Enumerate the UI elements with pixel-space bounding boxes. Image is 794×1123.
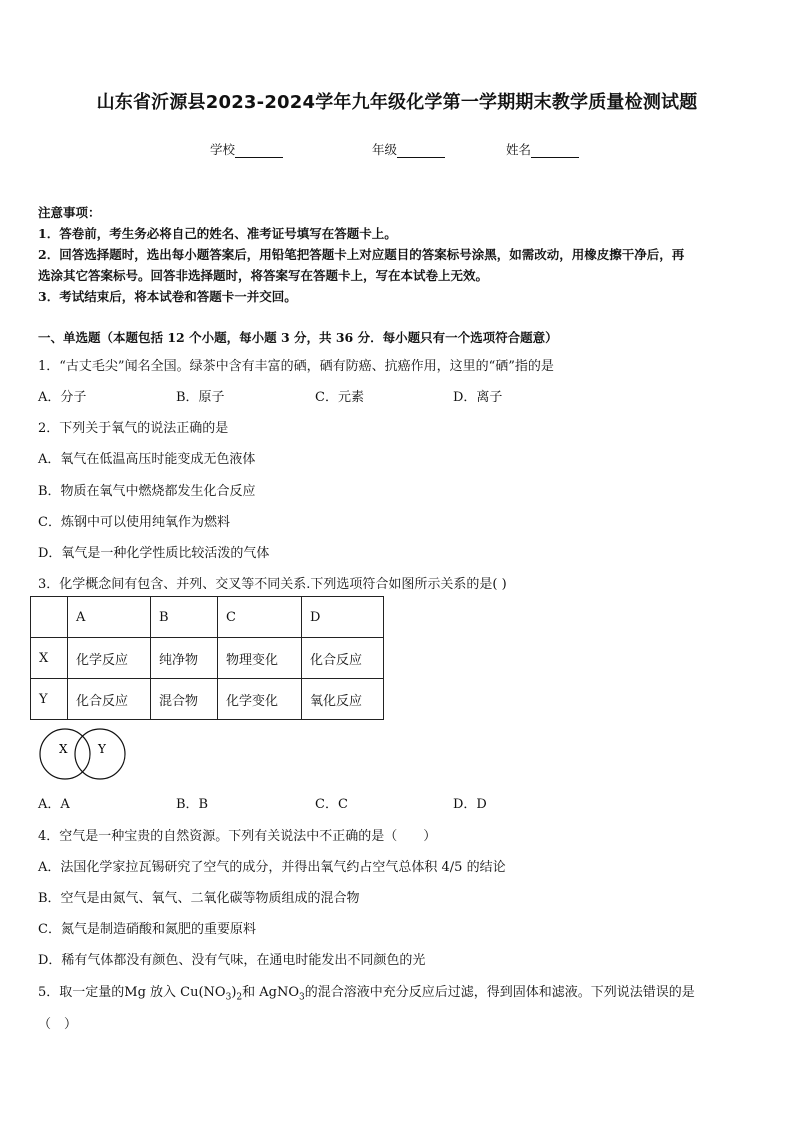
notes-item-3: 3．考试结束后，将本试卷和答题卡一并交回。 — [38, 289, 297, 304]
name-field — [506, 140, 579, 158]
q2-stem: 2．下列关于氧气的说法正确的是 — [38, 421, 229, 436]
q3-option-b: B．B — [176, 797, 209, 812]
q1-option-b: B．原子 — [176, 390, 225, 405]
table-row — [31, 679, 384, 720]
name-label: 姓名 — [506, 142, 532, 157]
q3-option-a: A．A — [38, 797, 70, 812]
table-cell: B — [151, 597, 218, 638]
school-field — [210, 140, 283, 158]
name-blank — [531, 144, 579, 158]
q5-stem-part4: 的混合溶液中充分反应后过滤，得到固体和滤液。下列说法错误的是 — [304, 985, 695, 1000]
q5-stem — [38, 981, 695, 1003]
q4-option-a: A．法国化学家拉瓦锡研究了空气的成分，并得出氧气约占空气总体积 4/5 的结论 — [38, 860, 506, 875]
notes-item-2-cont: 选涂其它答案标号。回答非选择题时，将答案写在答题卡上，写在本试卷上无效。 — [38, 268, 489, 283]
q1-option-d: D．离子 — [453, 390, 503, 405]
q5-answer-paren: （ ） — [38, 1017, 78, 1032]
q1-stem: 1．“古丈毛尖”闻名全国。绿茶中含有丰富的硒，硒有防癌、抗癌作用，这里的“硒”指的是 — [38, 359, 554, 374]
notes-item-1: 1．答卷前，考生务必将自己的姓名、准考证号填写在答题卡上。 — [38, 226, 397, 241]
table-cell: Y — [31, 679, 68, 720]
q2-option-d: D．氧气是一种化学性质比较活泼的气体 — [38, 546, 270, 561]
q3-option-d: D．D — [453, 797, 487, 812]
q5-subscript: 3 — [299, 992, 305, 1003]
table-cell: 纯净物 — [151, 638, 218, 679]
q4-stem: 4．空气是一种宝贵的自然资源。下列有关说法中不正确的是（ ） — [38, 829, 437, 844]
table-cell: 化合反应 — [302, 638, 384, 679]
table-cell — [31, 597, 68, 638]
q5-stem-part3: 和 AgNO — [242, 985, 300, 1000]
q5-stem-part2: ) — [231, 985, 237, 1000]
grade-label: 年级 — [372, 142, 398, 157]
q4-option-b: B．空气是由氮气、氧气、二氧化碳等物质组成的混合物 — [38, 891, 360, 906]
table-cell: X — [31, 638, 68, 679]
school-label: 学校 — [210, 142, 236, 157]
page-title: 山东省沂源县2023-2024学年九年级化学第一学期期末教学质量检测试题 — [96, 92, 698, 113]
q3-table — [30, 596, 384, 720]
table-cell: 化合反应 — [68, 679, 151, 720]
table-row — [31, 638, 384, 679]
grade-blank — [397, 144, 445, 158]
table-header-row — [31, 597, 384, 638]
section-heading: 一、单选题（本题包括 12 个小题，每小题 3 分，共 36 分．每小题只有一个选项符合题意） — [38, 330, 558, 345]
venn-label-x: X — [59, 742, 68, 756]
venn-label-y: Y — [98, 742, 106, 756]
table-cell: 氧化反应 — [302, 679, 384, 720]
q5-subscript: 2 — [236, 992, 243, 1003]
table-cell: D — [302, 597, 384, 638]
q5-subscript: 3 — [225, 992, 232, 1003]
table-cell: 化学反应 — [68, 638, 151, 679]
q5-stem-part1: 5．取一定量的Mg 放入 Cu(NO — [38, 985, 226, 1000]
notes-heading: 注意事项： — [38, 205, 101, 220]
venn-diagram — [38, 728, 130, 782]
q1-option-c: C．元素 — [315, 390, 364, 405]
table-cell: 混合物 — [151, 679, 218, 720]
q2-option-b: B．物质在氧气中燃烧都发生化合反应 — [38, 484, 256, 499]
table-cell: 化学变化 — [218, 679, 302, 720]
q3-option-c: C．C — [315, 797, 348, 812]
table-cell: 物理变化 — [218, 638, 302, 679]
table-cell: C — [218, 597, 302, 638]
notes-item-2: 2．回答选择题时，选出每小题答案后，用铅笔把答题卡上对应题目的答案标号涂黑，如需改动，用橡皮擦干净后，再 — [38, 247, 685, 262]
q1-option-a: A．分子 — [38, 390, 87, 405]
q2-option-a: A．氧气在低温高压时能变成无色液体 — [38, 452, 256, 467]
q3-stem: 3．化学概念间有包含、并列、交叉等不同关系.下列选项符合如图所示关系的是( ) — [38, 577, 507, 592]
q4-option-c: C．氮气是制造硝酸和氮肥的重要原料 — [38, 922, 256, 937]
q2-option-c: C．炼钢中可以使用纯氧作为燃料 — [38, 515, 230, 530]
grade-field — [372, 140, 445, 158]
q4-option-d: D．稀有气体都没有颜色、没有气味，在通电时能发出不同颜色的光 — [38, 953, 426, 968]
table-cell: A — [68, 597, 151, 638]
school-blank — [235, 144, 283, 158]
